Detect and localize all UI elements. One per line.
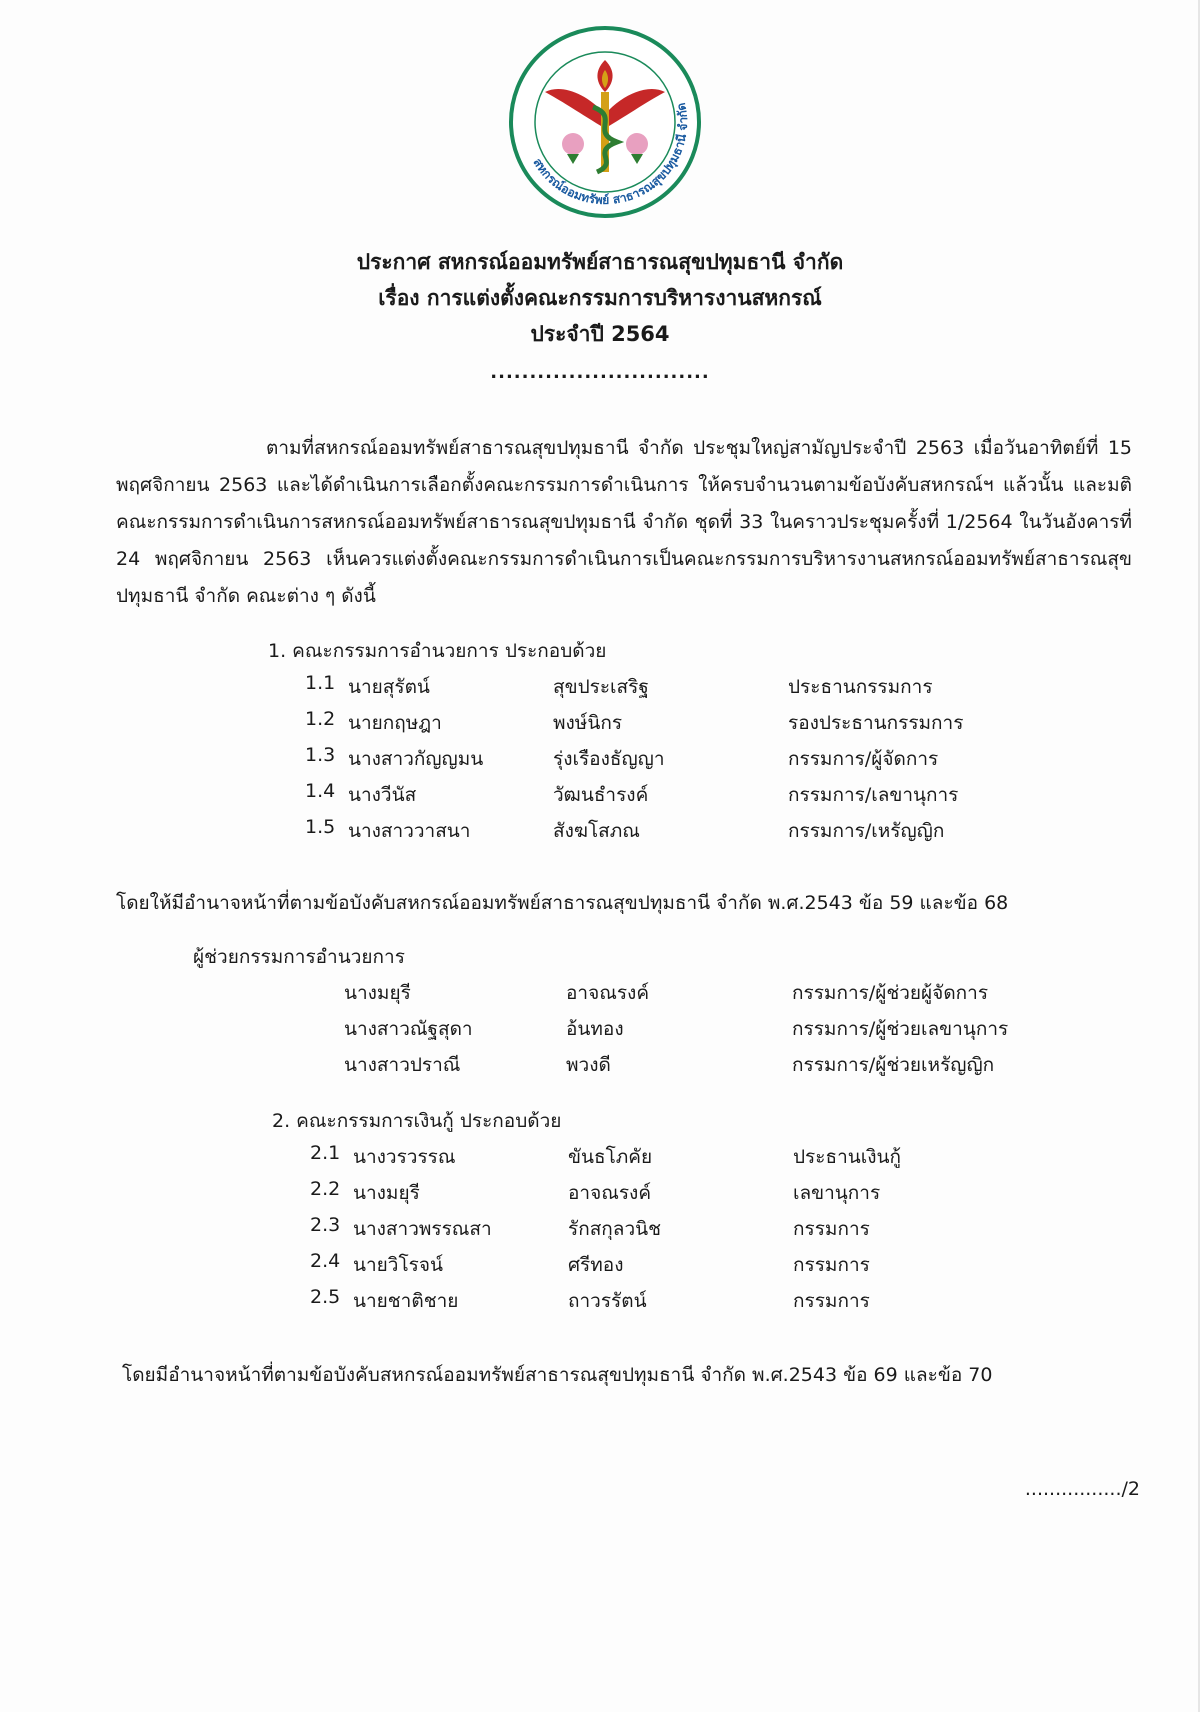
member-name: นางวรวรรณ bbox=[353, 1146, 456, 1168]
member-surname: รักสกุลวนิช bbox=[568, 1218, 662, 1240]
member-role: กรรมการ bbox=[793, 1290, 870, 1312]
assistant-name: นางสาวปราณี bbox=[344, 1054, 461, 1076]
section2-heading: 2. คณะกรรมการเงินกู้ ประกอบด้วย bbox=[272, 1110, 562, 1132]
page-continuation-marker: ................/2 bbox=[1024, 1478, 1140, 1500]
member-surname: ขันธโภคัย bbox=[568, 1146, 653, 1168]
section1-row bbox=[0, 744, 1200, 778]
section2-row bbox=[0, 1286, 1200, 1320]
member-role: รองประธานกรรมการ bbox=[788, 712, 964, 734]
assistant-role: กรรมการ/ผู้ช่วยผู้จัดการ bbox=[792, 982, 989, 1004]
section2-row bbox=[0, 1250, 1200, 1284]
member-role: กรรมการ bbox=[793, 1218, 870, 1240]
member-surname: สุขประเสริฐ bbox=[553, 676, 649, 698]
section2-authority: โดยมีอำนาจหน้าที่ตามข้อบังคับสหกรณ์ออมทรัพย์สาธารณสุขปทุมธานี จำกัด พ.ศ.2543 ข้อ 69 และข้อ 70 bbox=[122, 1364, 993, 1386]
member-name: นางวีนัส bbox=[348, 784, 417, 806]
assistant-row bbox=[0, 1014, 1200, 1048]
section2-row bbox=[0, 1142, 1200, 1176]
header-separator: ............................ bbox=[490, 362, 710, 383]
section1-row bbox=[0, 816, 1200, 850]
svg-text:สหกรณ์ออมทรัพย์ สาธารณสุขปทุมธ: สหกรณ์ออมทรัพย์ สาธารณสุขปทุมธานี จำกัด bbox=[530, 101, 691, 208]
member-surname: พงษ์นิกร bbox=[553, 712, 623, 734]
announcement-year: ประจำปี 2564 bbox=[530, 322, 670, 346]
section2-row bbox=[0, 1214, 1200, 1248]
member-role: กรรมการ/เลขานุการ bbox=[788, 784, 959, 806]
member-name: นางสาววาสนา bbox=[348, 820, 471, 842]
member-no: 2.2 bbox=[310, 1178, 341, 1200]
assistant-surname: อาจณรงค์ bbox=[566, 982, 650, 1004]
intro-paragraph bbox=[116, 430, 1132, 615]
section1-row bbox=[0, 672, 1200, 706]
member-no: 1.4 bbox=[305, 780, 336, 802]
member-name: นางสาวกัญญมน bbox=[348, 748, 484, 770]
assistant-name: นางสาวณัฐสุดา bbox=[344, 1018, 473, 1040]
member-name: นางมยุรี bbox=[353, 1182, 420, 1204]
member-no: 1.2 bbox=[305, 708, 336, 730]
member-surname: ศรีทอง bbox=[568, 1254, 624, 1276]
member-surname: สังฆโสภณ bbox=[553, 820, 640, 842]
member-surname: รุ่งเรืองธัญญา bbox=[553, 748, 665, 770]
member-role: กรรมการ bbox=[793, 1254, 870, 1276]
member-no: 1.3 bbox=[305, 744, 336, 766]
section1-row bbox=[0, 780, 1200, 814]
section1-authority: โดยให้มีอำนาจหน้าที่ตามข้อบังคับสหกรณ์ออมทรัพย์สาธารณสุขปทุมธานี จำกัด พ.ศ.2543 ข้อ 59 และข้อ 68 bbox=[116, 892, 1009, 914]
member-no: 2.4 bbox=[310, 1250, 341, 1272]
member-role: ประธานเงินกู้ bbox=[793, 1146, 901, 1168]
member-name: นายกฤษฎา bbox=[348, 712, 442, 734]
member-name: นายสุรัตน์ bbox=[348, 676, 430, 698]
member-no: 1.1 bbox=[305, 672, 336, 694]
assistant-row bbox=[0, 978, 1200, 1012]
assistant-role: กรรมการ/ผู้ช่วยเลขานุการ bbox=[792, 1018, 1009, 1040]
assistant-role: กรรมการ/ผู้ช่วยเหรัญญิก bbox=[792, 1054, 995, 1076]
section2-row bbox=[0, 1178, 1200, 1212]
member-role: เลขานุการ bbox=[793, 1182, 881, 1204]
assistant-surname: อ้นทอง bbox=[566, 1018, 624, 1040]
member-no: 2.5 bbox=[310, 1286, 341, 1308]
intro-text: ตามที่สหกรณ์ออมทรัพย์สาธารณสุขปทุมธานี จำกัด ประชุมใหญ่สามัญประจำปี 2563 เมื่อวันอาทิตย์ที่ 15 พฤศจิกายน 2563 และได้ดำเนินการเลือกตั้งคณะกรรมการดำเนินการ ให้ครบจำนวนตามข้อบังคับสหกรณ์ฯ แล้วนั้น และมติคณะกรรมการดำเนินการสหกรณ์ออมทรัพย์สาธารณสุขปทุมธานี จำกัด ชุดที่ 33 ในคราวประชุมครั้งที่ 1/2564 ในวันอังคารที่ 24 พฤศจิกายน 2563 เห็นควรแต่งตั้งคณะกรรมการดำเนินการเป็นคณะกรรมการบริหารงานสหกรณ์ออมทรัพย์สาธารณสุขปทุมธานี จำกัด คณะต่าง ๆ ดังนี้ bbox=[116, 437, 1132, 607]
cooperative-logo bbox=[505, 22, 705, 222]
member-surname: วัฒนธำรงค์ bbox=[553, 784, 649, 806]
member-role: กรรมการ/ผู้จัดการ bbox=[788, 748, 939, 770]
section1-heading: 1. คณะกรรมการอำนวยการ ประกอบด้วย bbox=[268, 640, 607, 662]
member-no: 1.5 bbox=[305, 816, 336, 838]
member-name: นายชาติชาย bbox=[353, 1290, 459, 1312]
member-no: 2.1 bbox=[310, 1142, 341, 1164]
assistant-name: นางมยุรี bbox=[344, 982, 411, 1004]
assistant-row bbox=[0, 1050, 1200, 1084]
member-name: นายวิโรจน์ bbox=[353, 1254, 443, 1276]
announcement-title: ประกาศ สหกรณ์ออมทรัพย์สาธารณสุขปทุมธานี จำกัด bbox=[356, 250, 844, 274]
member-role: ประธานกรรมการ bbox=[788, 676, 933, 698]
member-role: กรรมการ/เหรัญญิก bbox=[788, 820, 945, 842]
assistants-heading: ผู้ช่วยกรรมการอำนวยการ bbox=[193, 946, 405, 968]
member-no: 2.3 bbox=[310, 1214, 341, 1236]
member-surname: ถาวรรัตน์ bbox=[568, 1290, 647, 1312]
member-name: นางสาวพรรณสา bbox=[353, 1218, 492, 1240]
assistant-surname: พวงดี bbox=[566, 1054, 611, 1076]
section1-row bbox=[0, 708, 1200, 742]
announcement-subject: เรื่อง การแต่งตั้งคณะกรรมการบริหารงานสหกรณ์ bbox=[378, 286, 822, 310]
member-surname: อาจณรงค์ bbox=[568, 1182, 652, 1204]
